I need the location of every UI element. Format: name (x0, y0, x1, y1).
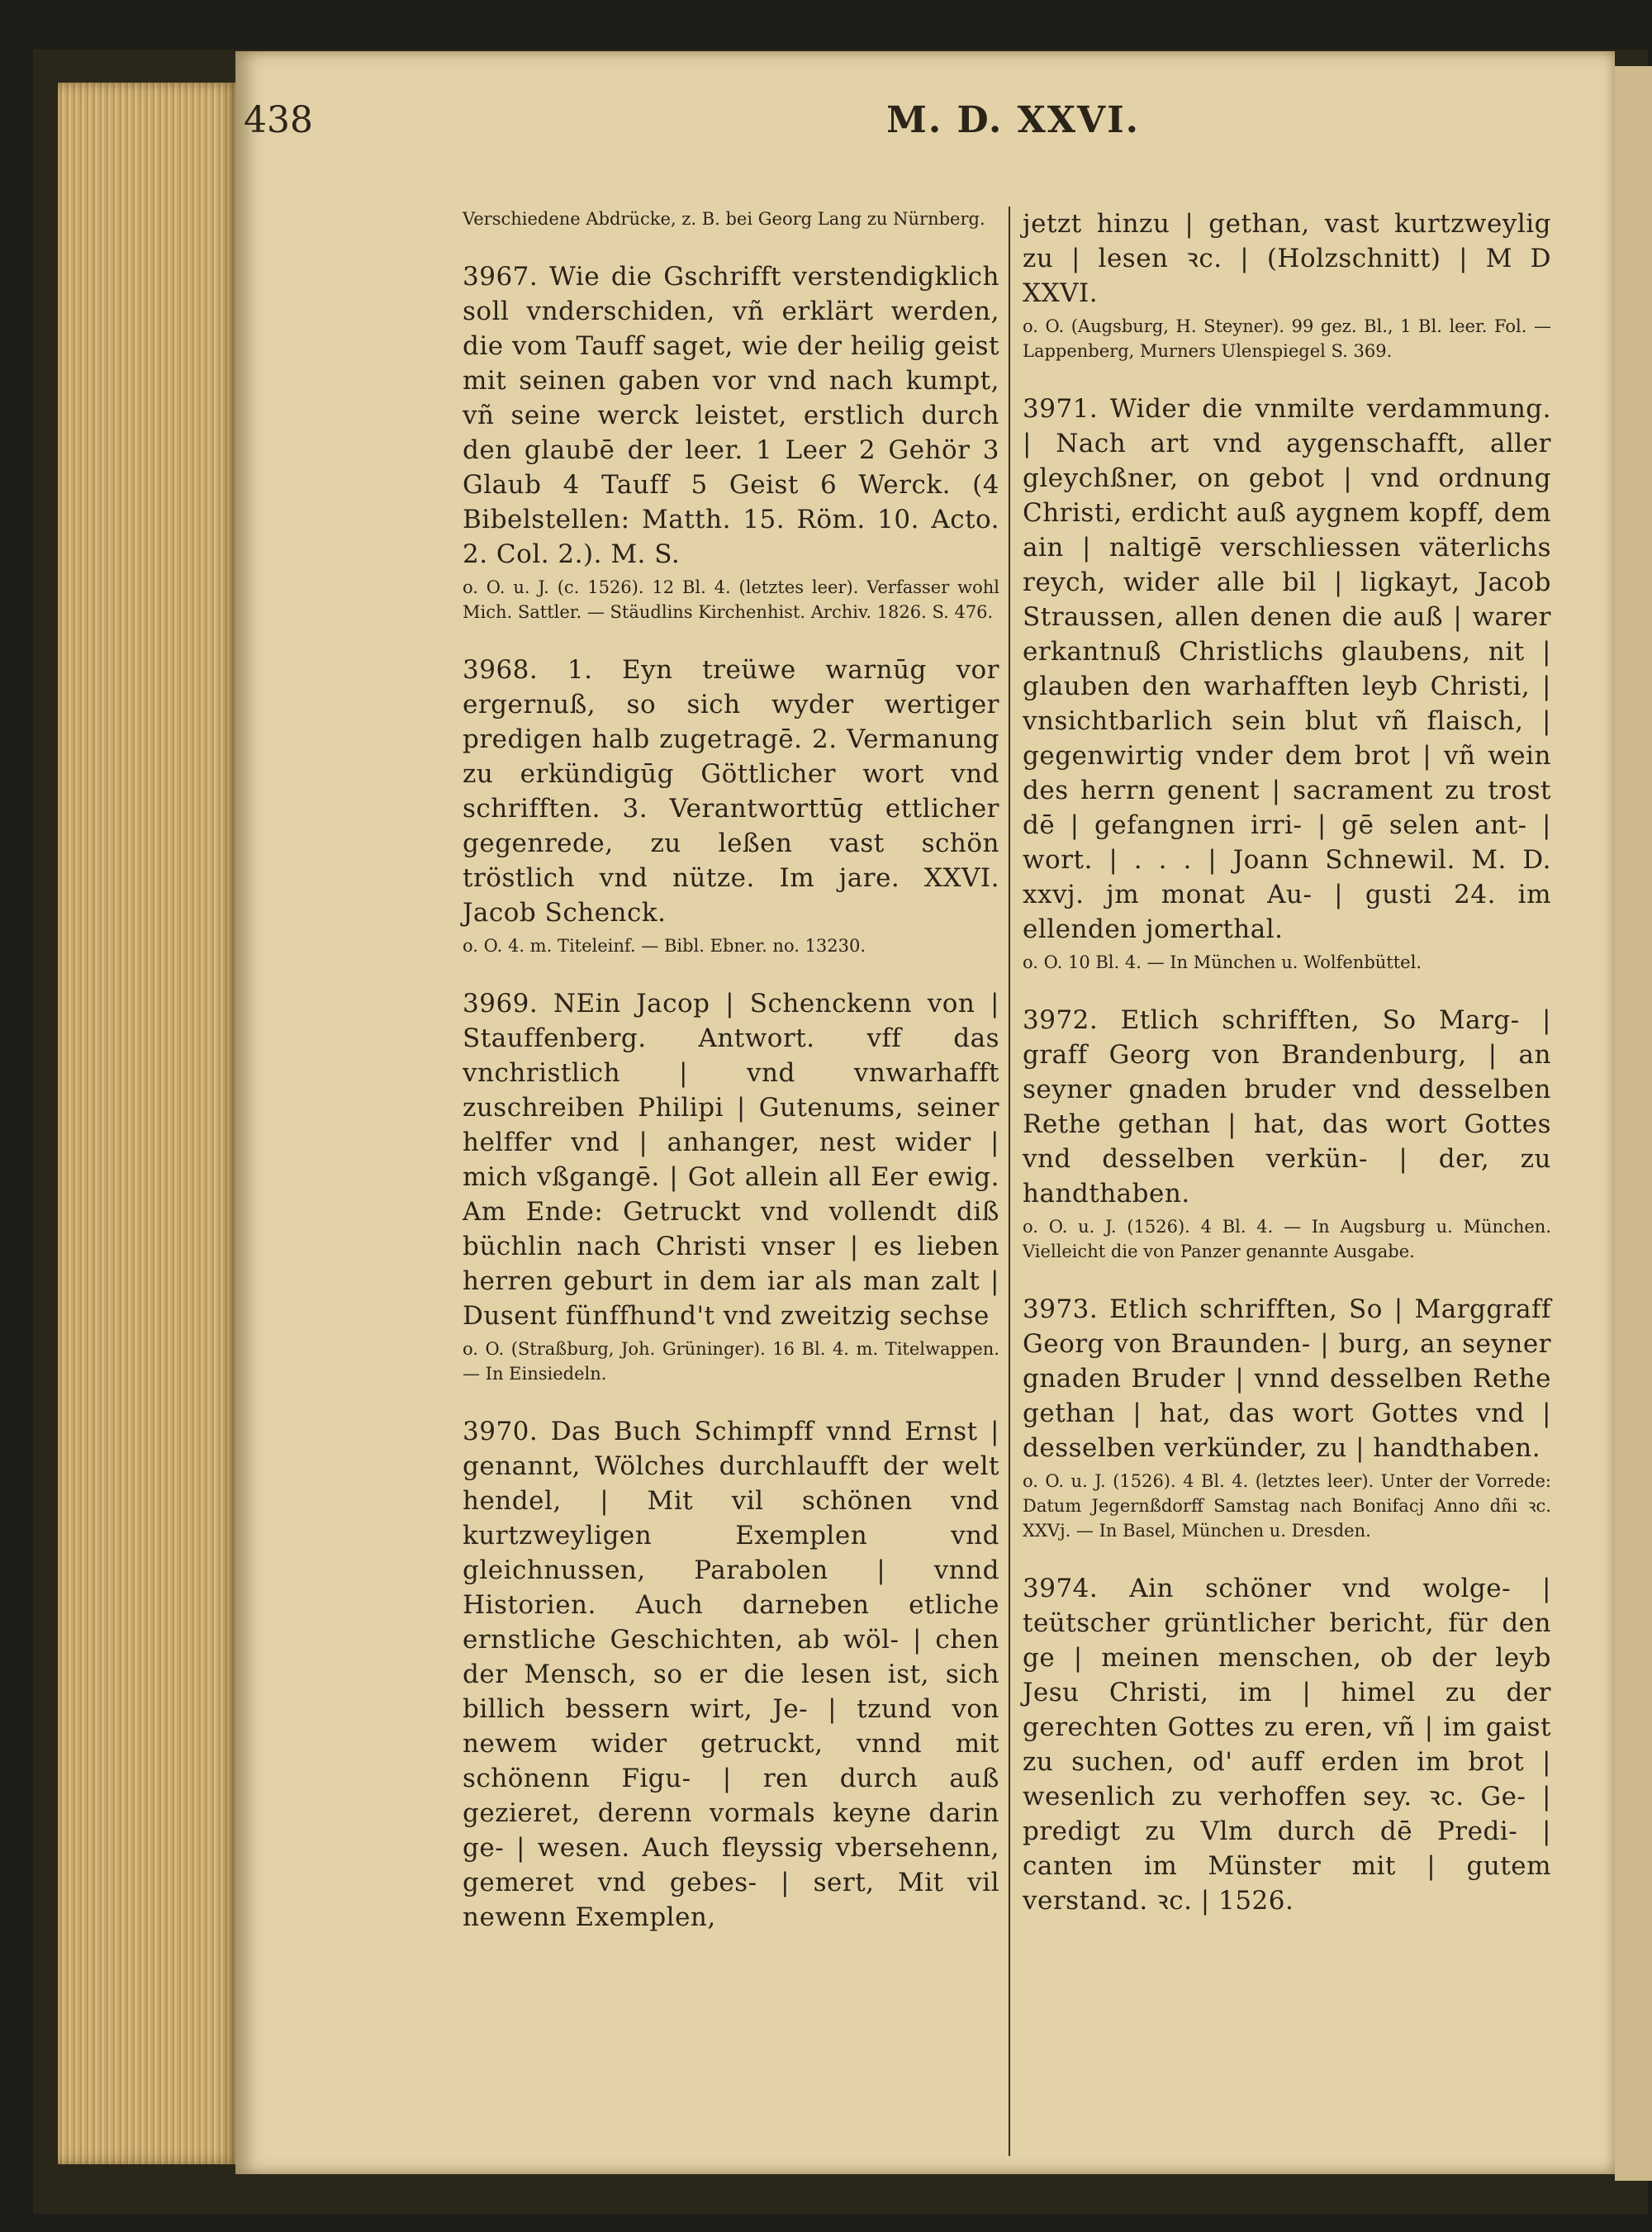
page-number: 438 (244, 99, 313, 141)
bibliographic-note: o. O. 10 Bl. 4. — In München u. Wolfenbüttel. (1023, 952, 1422, 972)
bibliographic-note: o. O. (Straßburg, Joh. Grüninger). 16 Bl. 4. m. Titelwappen. — In Einsiedeln. (463, 1339, 999, 1384)
catalog-entry-3970-continued: jetzt hinzu | gethan, vast kurtzweylig zu | lesen ꝛc. | (Holzschnitt) | M D XXVI. (1023, 209, 1551, 308)
page-header (244, 99, 1140, 157)
catalog-entry-3967: 3967. Wie die Gschrifft verstendigklich soll vnderschiden, vñ erklärt werden, die vom Tauff saget, wie der heilig geist mit seinen gaben vor vnd nach kumpt, vñ seine werck leistet, erstlich durch den glaubē der leer. 1 Leer 2 Gehör 3 Glaub 4 Tauff 5 Geist 6 Werck. (4 Bibelstellen: Matth. 15. Röm. 10. Acto. 2. Col. 2.). M. S. (463, 262, 999, 569)
catalog-entry-3974: 3974. Ain schöner vnd wolge- | teütscher grüntlicher bericht, für den ge | meinen menschen, ob der leyb Jesu Christi, im | himel zu der gerechten Gottes zu eren, vñ | im gaist zu suchen, od' auff erden im brot | wesenlich zu verhoffen sey. ꝛc. Ge- | predigt zu Vlm durch dē Predi- | canten im Münster mit | gutem verstand. ꝛc. | 1526. (1023, 1574, 1551, 1916)
bibliographic-note: o. O. u. J. (c. 1526). 12 Bl. 4. (letztes leer). Verfasser wohl Mich. Sattler. — Stäudlins Kirchenhist. Archiv. 1826. S. 476. (463, 577, 999, 622)
catalog-entry-3972: 3972. Etlich schrifften, So Marg- | graff Georg von Brandenburg, | an seyner gnaden bruder vnd desselben Rethe gethan | hat, das wort Gottes vnd desselben verkün- | der, zu handthaben. (1023, 1005, 1551, 1209)
bibliographic-note: Verschiedene Abdrücke, z. B. bei Georg Lang zu Nürnberg. (463, 209, 985, 229)
catalog-entry-3973: 3973. Etlich schrifften, So | Marggraff Georg von Braunden- | burg, an seyner gnaden Bruder | vnnd desselben Rethe gethan | hat, das wort Gottes vnd | desselben verkünder, zu | handthaben. (1023, 1294, 1551, 1463)
bibliographic-note: o. O. 4. m. Titeleinf. — Bibl. Ebner. no. 13230. (463, 936, 866, 956)
left-column (463, 207, 999, 1963)
catalog-entry-3968: 3968. 1. Eyn treüwe warnūg vor ergernuß, so sich wyder wertiger predigen halb zugetragē. 2. Vermanung zu erkündigūg Göttlicher wort vnd schrifften. 3. Verantworttūg ettlicher gegenrede, zu leßen vast schön tröstlich vnd nütze. Im jare. XXVI. Jacob Schenck. (463, 655, 999, 928)
catalog-entry-3971: 3971. Wider die vnmilte verdammung. | Nach art vnd aygenschafft, aller gleychßner, on gebot | vnd ordnung Christi, erdicht auß aygnem kopff, dem ain | naltigē verschliessen väterlichs reych, wider alle bil | ligkayt, Jacob Straussen, allen denen die auß | warer erkantnuß Christlichs glaubens, nit | glauben den warhafften leyb Christi, | vnsichtbarlich sein blut vñ flaisch, | gegenwirtig vnder dem brot | vñ wein des herrn genent | sacrament zu trost dē | gefangnen irri- | gē selen ant- | wort. | . . . | Joann Schnewil. M. D. xxvj. jm monat Au- | gusti 24. im ellenden jomerthal. (1023, 394, 1551, 944)
column-divider (1009, 207, 1010, 2156)
facing-page-edge (1615, 66, 1652, 2181)
book-fore-edge (58, 83, 240, 2164)
bibliographic-note: o. O. u. J. (1526). 4 Bl. 4. (letztes leer). Unter der Vorrede: Datum Jegernßdorff Samstag nach Bonifacj Anno dñi ꝛc. XXVj. — In Basel, München u. Dresden. (1023, 1471, 1551, 1541)
bibliographic-note: o. O. (Augsburg, H. Steyner). 99 gez. Bl., 1 Bl. leer. Fol. — Lappenberg, Murners Ulenspiegel S. 369. (1023, 316, 1551, 361)
catalog-entry-3970: 3970. Das Buch Schimpff vnnd Ernst | genannt, Wölches durchlaufft der welt hendel, | Mit vil schönen vnd kurtzweyligen Exemplen vnd gleichnussen, Parabolen | vnnd Historien. Auch darneben etliche ernstliche Geschichten, ab wöl- | chen der Mensch, so er die lesen ist, sich billich bessern wirt, Je- | tzund von newem wider getruckt, vnnd mit schönenn Figu- | ren durch auß gezieret, derenn vormals keyne darin ge- | wesen. Auch fleyssig vbersehenn, gemeret vnd gebes- | sert, Mit vil newenn Exemplen, (463, 1417, 999, 1932)
bibliographic-note: o. O. u. J. (1526). 4 Bl. 4. — In Augsburg u. München. Vielleicht die von Panzer genannte Ausgabe. (1023, 1217, 1551, 1261)
right-column (1023, 207, 1551, 1946)
catalog-entry-3969: 3969. NEin Jacop | Schenckenn von | Stauffenberg. Antwort. vff das vnchristlich | vnd vnwarhafft zuschreiben Philipi | Gutenums, seiner helffer vnd | anhanger, nest wider | mich vßgangē. | Got allein all Eer ewig. Am Ende: Getruckt vnd vollendt diß büchlin nach Christi vnser | es lieben herren geburt in dem iar als man zalt | Dusent fünffhund't vnd zweitzig sechse (463, 989, 999, 1331)
running-title: M. D. XXVI. (886, 99, 1140, 141)
